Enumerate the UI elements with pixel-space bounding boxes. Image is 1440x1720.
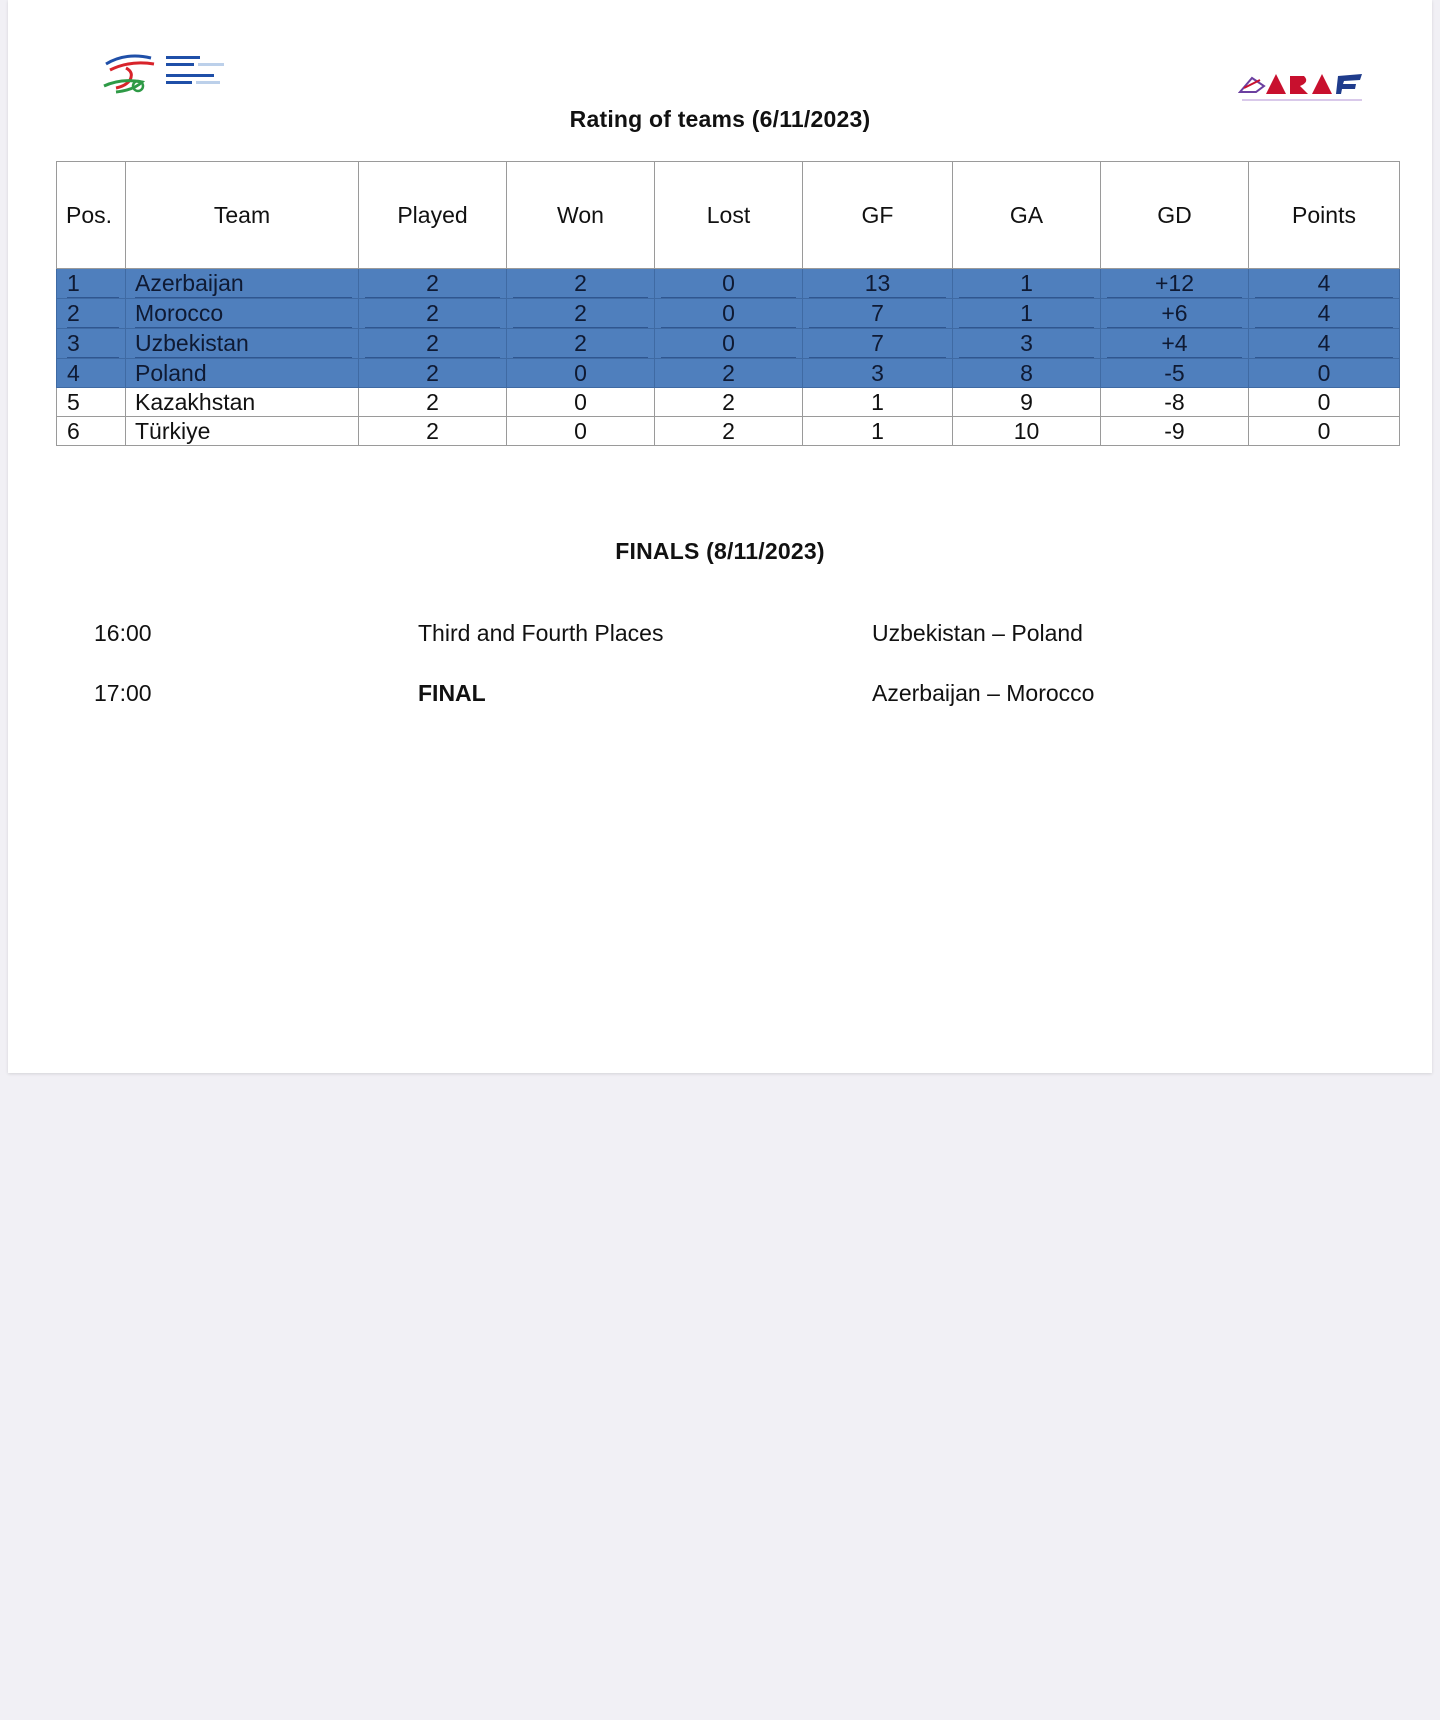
row-team: Uzbekistan [135, 329, 352, 358]
row-team: Kazakhstan [126, 388, 359, 417]
row-ga: 1 [959, 299, 1094, 328]
row-lost: 2 [655, 359, 803, 388]
row-won: 2 [513, 269, 648, 298]
row-points: 4 [1255, 299, 1393, 328]
schedule-row [8, 680, 1432, 740]
row-gd: -9 [1101, 417, 1249, 446]
row-gf: 1 [803, 388, 953, 417]
table-row [57, 329, 1400, 359]
column-header-gf: GF [803, 162, 953, 269]
match-time: 17:00 [94, 680, 152, 706]
row-won: 0 [507, 388, 655, 417]
column-header-ga: GA [953, 162, 1101, 269]
finals-title: FINALS (8/11/2023) [615, 538, 825, 564]
row-won: 2 [513, 329, 648, 358]
table-row [57, 269, 1400, 299]
row-gf: 3 [803, 359, 953, 388]
row-pos: 2 [67, 299, 119, 328]
table-row [57, 359, 1400, 388]
row-team: Türkiye [126, 417, 359, 446]
column-header-gd: GD [1101, 162, 1249, 269]
row-won: 0 [507, 359, 655, 388]
row-team: Morocco [135, 299, 352, 328]
row-played: 2 [359, 417, 507, 446]
row-points: 0 [1249, 417, 1400, 446]
row-pos: 1 [67, 269, 119, 298]
table-row [57, 417, 1400, 446]
row-gf: 7 [809, 299, 946, 328]
row-played: 2 [359, 359, 507, 388]
column-header-lost: Lost [655, 162, 803, 269]
match-time: 16:00 [94, 620, 152, 646]
rating-title: Rating of teams (6/11/2023) [569, 106, 871, 132]
row-won: 2 [513, 299, 648, 328]
row-gd: +12 [1107, 269, 1242, 298]
row-won: 0 [507, 417, 655, 446]
row-pos: 6 [57, 417, 126, 446]
column-header-points: Points [1249, 162, 1400, 269]
row-gd: -8 [1101, 388, 1249, 417]
schedule-row [8, 620, 1432, 680]
row-gf: 7 [809, 329, 946, 358]
row-gf: 1 [803, 417, 953, 446]
row-pos: 5 [57, 388, 126, 417]
row-points: 4 [1255, 269, 1393, 298]
row-played: 2 [365, 269, 500, 298]
aiaf-logo-icon [1238, 66, 1373, 106]
row-pos: 3 [67, 329, 119, 358]
row-team: Poland [126, 359, 359, 388]
row-played: 2 [365, 329, 500, 358]
table-row [57, 299, 1400, 329]
row-pos: 4 [57, 359, 126, 388]
column-header-won: Won [507, 162, 655, 269]
row-lost: 0 [661, 269, 796, 298]
row-points: 4 [1255, 329, 1393, 358]
table-row [57, 388, 1400, 417]
row-gd: +6 [1107, 299, 1242, 328]
row-ga: 1 [959, 269, 1094, 298]
row-gd: +4 [1107, 329, 1242, 358]
standings-table [56, 161, 1400, 446]
row-ga: 3 [959, 329, 1094, 358]
row-lost: 0 [661, 329, 796, 358]
match-teams: Uzbekistan – Poland [872, 620, 1083, 646]
match-teams: Azerbaijan – Morocco [872, 680, 1095, 706]
column-header-pos: Pos. [57, 162, 126, 269]
row-played: 2 [359, 388, 507, 417]
festival-logo-icon [96, 50, 246, 100]
match-stage: Third and Fourth Places [418, 620, 664, 646]
document-page [8, 0, 1432, 1073]
row-lost: 2 [655, 388, 803, 417]
column-header-played: Played [359, 162, 507, 269]
row-played: 2 [365, 299, 500, 328]
row-ga: 8 [953, 359, 1101, 388]
table-header-row [57, 162, 1400, 269]
row-gd: -5 [1101, 359, 1249, 388]
row-ga: 9 [953, 388, 1101, 417]
row-points: 0 [1249, 388, 1400, 417]
row-gf: 13 [809, 269, 946, 298]
row-lost: 2 [655, 417, 803, 446]
finals-schedule [8, 620, 1432, 740]
row-lost: 0 [661, 299, 796, 328]
row-points: 0 [1249, 359, 1400, 388]
match-stage: FINAL [418, 680, 486, 706]
row-ga: 10 [953, 417, 1101, 446]
row-team: Azerbaijan [135, 269, 352, 298]
column-header-team: Team [126, 162, 359, 269]
